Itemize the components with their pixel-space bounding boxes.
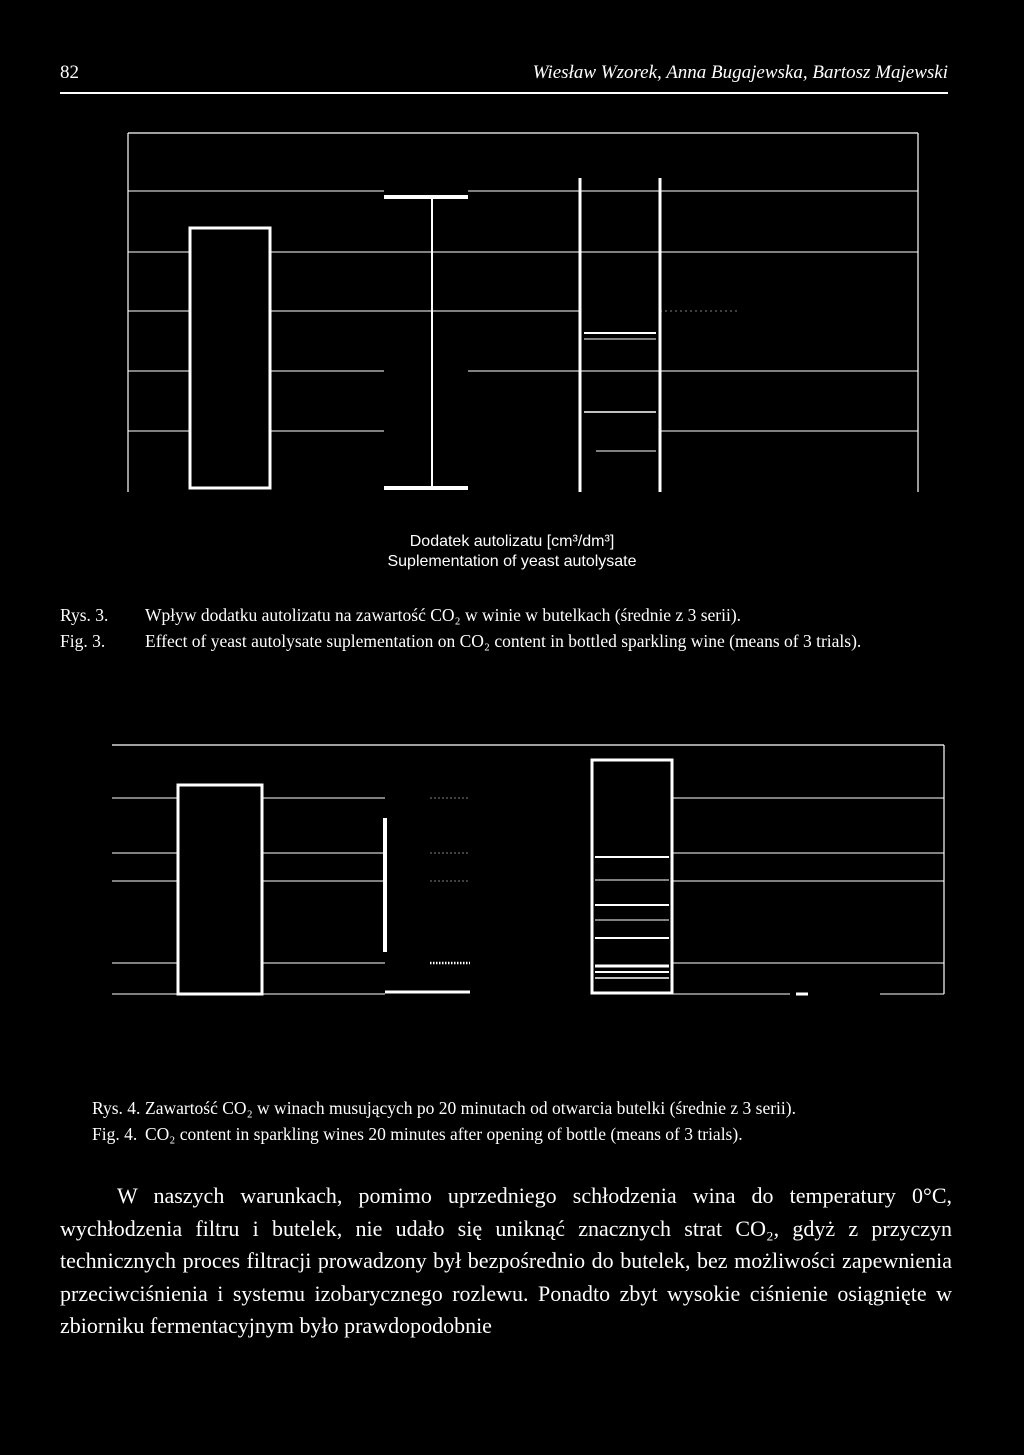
figure-3-caption-pl: Wpływ dodatku autolizatu na zawartość CO₂ w winie w butelkach (średnie z 3 serii). — [145, 605, 742, 625]
body-text — [60, 1180, 952, 1343]
running-head-authors: Wiesław Wzorek, Anna Bugajewska, Bartosz Majewski — [532, 62, 948, 83]
figure-4-caption-en-label: Fig. 4. — [92, 1124, 138, 1144]
figure-4-caption-en: CO₂ content in sparkling wines 20 minutes after opening of bottle (means of 3 trials). — [145, 1124, 743, 1144]
body-paragraph: W naszych warunkach, pomimo uprzedniego schłodzenia wina do temperatury 0°C, wychłodzenia filtru i butelek, nie udało się uniknąć znacznych strat CO₂, gdyż z przyczyn technicznych proces filtracji prowadzony był bezpośrednio do butelek, bez możliwości zapewnienia przeciwciśnienia i systemu izobarycznego rozlewu. Ponadto zbyt wysokie ciśnienie osiągnięte w zbiorniku fermentacyjnym było prawdopodobnie — [60, 1183, 952, 1338]
figure-3-caption — [60, 602, 952, 654]
figure-4-chart — [0, 730, 1024, 1010]
figure-4-graphic — [0, 730, 1024, 1010]
figure-3-graphic — [0, 0, 1024, 520]
page-number: 82 — [60, 62, 79, 83]
figure-3-xlabel-en: Suplementation of yeast autolysate — [387, 553, 637, 570]
figure-3-caption-en-label: Fig. 3. — [60, 631, 106, 651]
figure-3-caption-pl-label: Rys. 3. — [60, 605, 109, 625]
figure-3-chart — [0, 0, 1024, 520]
figure-4-caption — [92, 1095, 952, 1147]
figure-3-caption-en: Effect of yeast autolysate suplementation on CO₂ content in bottled sparkling wine (means of 3 trials). — [145, 631, 862, 651]
figure-4-caption-pl: Zawartość CO₂ w winach musujących po 20 minutach od otwarcia butelki (średnie z 3 serii). — [145, 1098, 796, 1118]
figure-3-xlabel-pl: Dodatek autolizatu [cm³/dm³] — [409, 533, 615, 550]
figure-3-xlabel — [0, 532, 1024, 572]
figure-4-caption-pl-label: Rys. 4. — [92, 1098, 141, 1118]
